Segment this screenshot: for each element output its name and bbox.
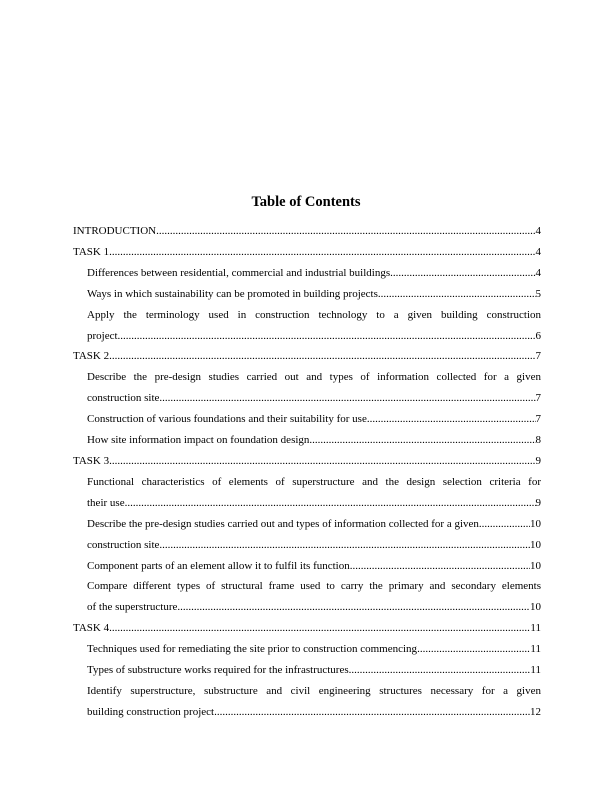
toc-page-number: 7 [535, 413, 541, 426]
toc-leader [109, 451, 535, 472]
toc-entry-functional-characteristics[interactable] [73, 472, 541, 514]
toc-entry-remediation-techniques[interactable] [73, 639, 541, 660]
toc-entry-task-4[interactable] [73, 618, 541, 639]
toc-entry-terminology[interactable] [73, 305, 541, 347]
toc-entry-task-1[interactable] [73, 242, 541, 263]
toc-page-number: 10 [530, 538, 541, 551]
toc-leader [350, 556, 530, 577]
toc-entry-sustainability[interactable] [73, 284, 541, 305]
toc-entry-text: Construction of various foundations and their suitability for use [87, 413, 367, 426]
toc-entry-text: Ways in which sustainability can be promoted in building projects [87, 287, 378, 300]
toc-entry-text: Describe the pre-design studies carried out and types of information collected for a given. [87, 517, 482, 530]
toc-entry-text: building construction project [87, 705, 215, 718]
toc-entry-text: Techniques used for remediating the site prior to construction commencing [87, 643, 418, 656]
toc-entry-text: construction site [87, 392, 160, 405]
toc-entry-text-line1: Describe the pre-design studies carried out and types of information collected for a given [87, 371, 541, 384]
toc-entry-text-line1: Apply the terminology used in construction technology to a given building construction [87, 308, 541, 321]
toc-entry-introduction[interactable] [73, 221, 541, 242]
toc-page-number: 9 [535, 496, 541, 509]
toc-entry-text: their use [87, 496, 125, 509]
toc-entry-text: INTRODUCTION [73, 225, 157, 237]
toc-leader [309, 430, 535, 451]
toc-entry-text: TASK 4 [73, 622, 110, 635]
toc-page-number: 4 [535, 266, 541, 279]
toc-entry-text-line1: Functional characteristics of elements of superstructure and the design selection criteria for [87, 475, 541, 488]
toc-entry-building-differences[interactable] [73, 263, 541, 284]
toc-entry-text-line1: Compare different types of structural frame used to carry the primary and secondary elements [87, 580, 541, 593]
toc-page-number: 11 [530, 622, 541, 635]
toc-leader [390, 263, 535, 284]
toc-leader [417, 639, 530, 660]
toc-entry-text: TASK 1 [73, 245, 110, 258]
toc-page-number: 10 [530, 559, 541, 572]
toc-leader [159, 535, 530, 556]
toc-entry-text: project [87, 329, 118, 342]
toc-entry-text: TASK 2 [73, 350, 110, 363]
toc-entry-text: Component parts of an element allow it to fulfil its function [87, 559, 350, 572]
toc-entry-text: of the superstructure [87, 601, 178, 614]
toc-page-number: 4 [535, 245, 541, 258]
toc-page-number: 4 [535, 225, 541, 237]
toc-entry-text: TASK 3 [73, 454, 110, 467]
toc-entry-component-parts[interactable] [73, 556, 541, 577]
toc-entry-structural-frames[interactable] [73, 576, 541, 618]
toc-leader [159, 388, 535, 409]
toc-leader [118, 326, 536, 347]
toc-page-number: 10 [530, 601, 541, 614]
toc-leader [214, 702, 530, 723]
toc-leader [109, 346, 535, 367]
toc-list [73, 221, 541, 723]
toc-page-number: 7 [535, 392, 541, 405]
toc-entry-pre-design-studies-2[interactable] [73, 514, 541, 535]
toc-leader [378, 284, 536, 305]
toc-entry-text: construction site [87, 538, 160, 551]
toc-page-number: 8 [535, 434, 541, 447]
toc-page-number: 10 [530, 517, 541, 530]
toc-entry-structures-identification[interactable] [73, 681, 541, 723]
toc-page-number: 11 [530, 643, 541, 656]
toc-leader [482, 514, 530, 535]
toc-leader [125, 493, 536, 514]
toc-title: Table of Contents [251, 194, 361, 210]
toc-entry-text-line1: Identify superstructure, substructure and civil engineering structures necessary for a given [87, 684, 541, 697]
toc-page-number: 11 [530, 664, 541, 677]
toc-page-number: 12 [530, 705, 541, 718]
toc-leader [109, 242, 535, 263]
toc-entry-site-information[interactable] [73, 430, 541, 451]
toc-entry-pre-design-studies[interactable] [73, 367, 541, 409]
toc-page-number: 6 [535, 329, 541, 342]
toc-entry-task-2[interactable] [73, 346, 541, 367]
toc-page-number: 5 [535, 287, 541, 300]
toc-leader [177, 597, 530, 618]
toc-page-number: 9 [535, 454, 541, 467]
toc-page-number: 7 [535, 350, 541, 363]
toc-leader [367, 409, 536, 430]
toc-leader [109, 618, 530, 639]
toc-entry-substructure-works[interactable] [73, 660, 541, 681]
toc-entry-task-3[interactable] [73, 451, 541, 472]
toc-entry-text: Differences between residential, commercial and industrial buildings [87, 266, 391, 279]
toc-leader [349, 660, 531, 681]
toc-entry-text: Types of substructure works required for the infrastructures [87, 664, 349, 677]
toc-entry-foundations[interactable] [73, 409, 541, 430]
toc-leader [156, 221, 535, 242]
toc-entry-text: How site information impact on foundation design [87, 434, 310, 447]
toc-entry-construction-site[interactable] [73, 535, 541, 556]
